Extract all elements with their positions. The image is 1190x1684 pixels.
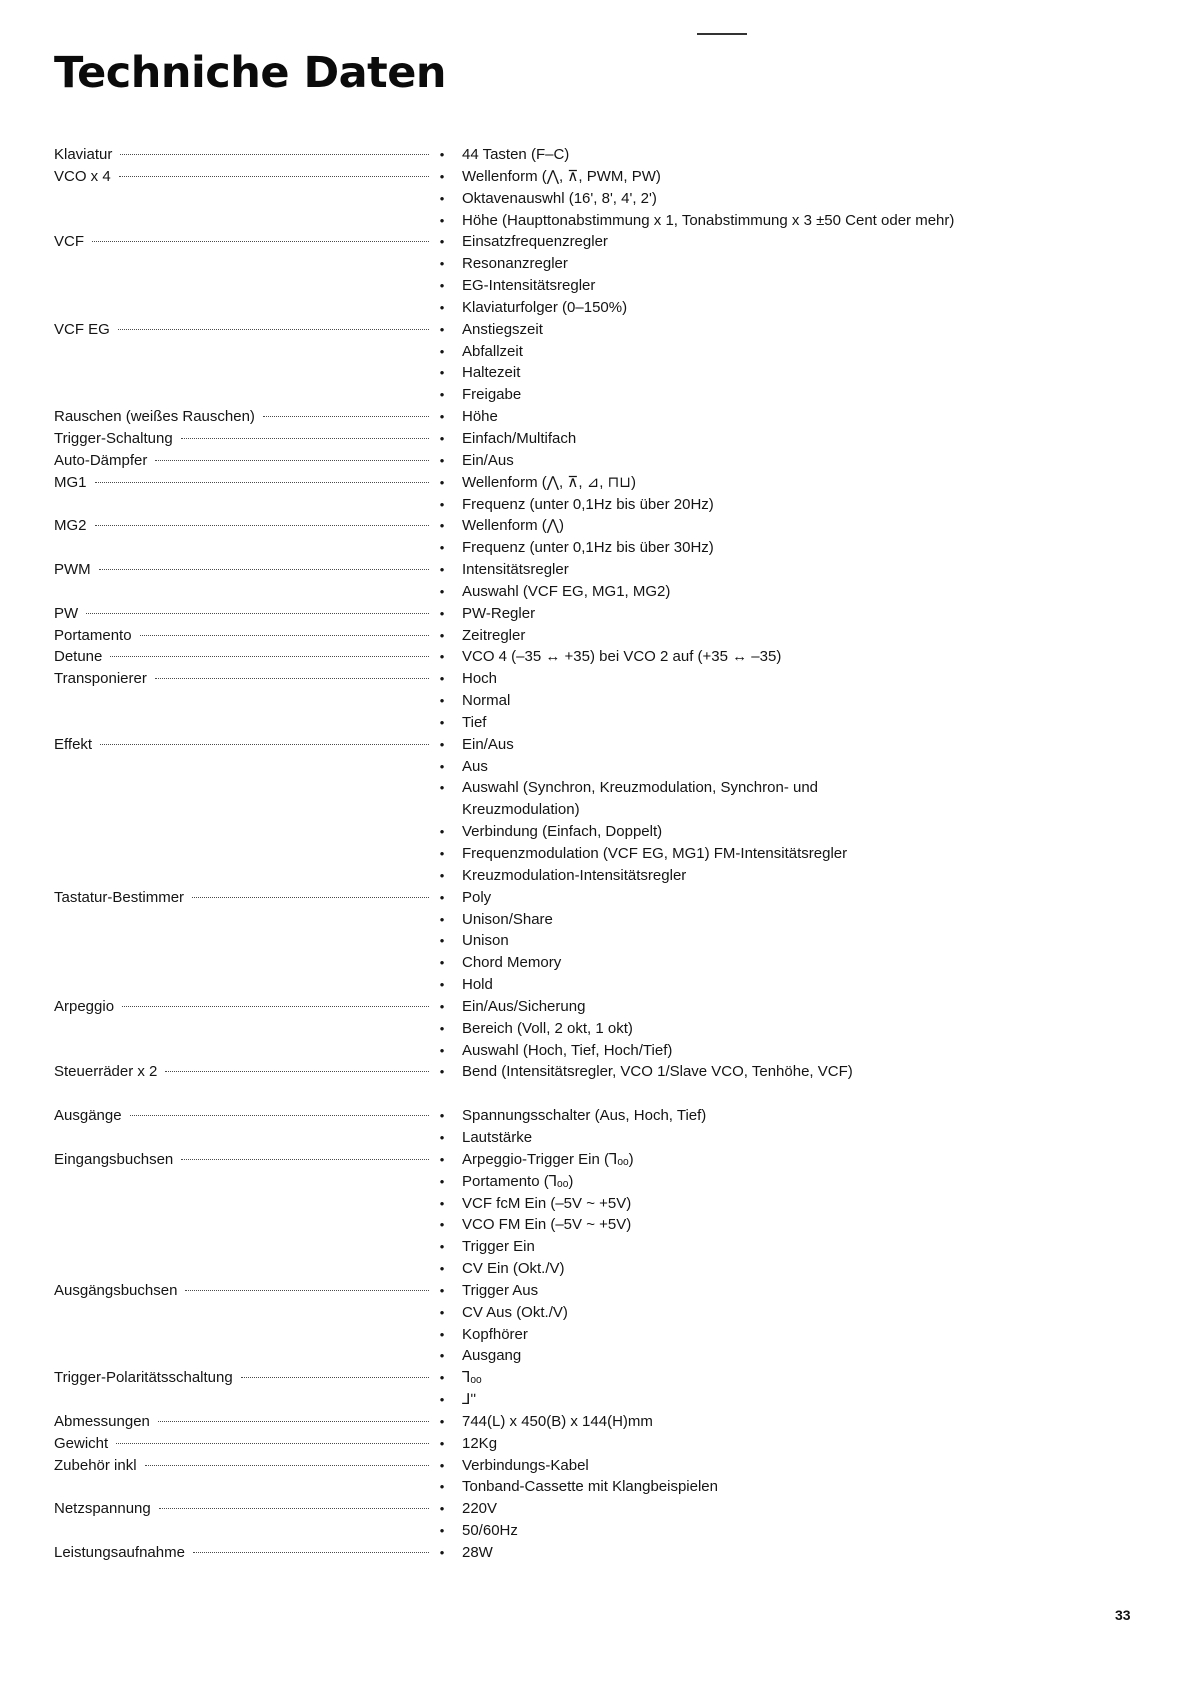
spec-label — [54, 472, 429, 494]
spec-row — [54, 1214, 1164, 1236]
dotted-leader — [185, 1290, 429, 1291]
spec-label — [54, 319, 429, 341]
bullet-icon: • — [439, 1501, 445, 1517]
spec-row — [54, 712, 1164, 734]
bullet-icon: • — [439, 1195, 445, 1211]
spec-row — [54, 952, 1164, 974]
bullet-icon: • — [439, 933, 445, 949]
dotted-leader — [122, 1006, 429, 1007]
spec-row — [54, 930, 1164, 952]
spec-value: Freigabe — [462, 386, 522, 404]
bullet-icon: • — [439, 649, 445, 665]
spec-row — [54, 1236, 1164, 1258]
spec-label-text: Leistungsaufnahme — [54, 1544, 185, 1561]
spec-row — [54, 1411, 1164, 1433]
spec-value: Ein/Aus — [462, 451, 514, 469]
dotted-leader — [263, 416, 429, 417]
spec-label — [54, 450, 429, 472]
spec-list — [54, 144, 1164, 1564]
spec-value: Wellenform (⋀, ⊼, ⊿, ⊓⊔) — [462, 473, 637, 491]
spec-value: Höhe (Haupttonabstimmung x 1, Tonabstimmung x 3 ±50 Cent oder mehr) — [462, 211, 955, 229]
spec-value: Auswahl (Hoch, Tief, Hoch/Tief) — [462, 1041, 673, 1059]
spec-row — [54, 428, 1164, 450]
spec-row — [54, 1127, 1164, 1149]
spec-label — [54, 144, 429, 166]
spec-value: VCF fcM Ein (–5V ~ +5V) — [462, 1194, 632, 1212]
spec-label — [54, 734, 429, 756]
bullet-icon: • — [439, 955, 445, 971]
spec-label-text: Auto-Dämpfer — [54, 451, 148, 469]
spec-row — [54, 1433, 1164, 1455]
dotted-leader — [116, 1443, 429, 1444]
spec-row — [54, 1498, 1164, 1520]
spec-value: Kreuzmodulation-Intensitätsregler — [462, 866, 687, 884]
dotted-leader — [95, 525, 429, 526]
bullet-icon: • — [439, 1108, 445, 1124]
dotted-leader — [158, 1421, 429, 1422]
bullet-icon: • — [439, 583, 445, 599]
spec-value: Tief — [462, 713, 487, 731]
spec-value: Einfach/Multifach — [462, 429, 577, 447]
dotted-leader — [155, 678, 429, 679]
spec-label — [54, 887, 429, 909]
bullet-icon: • — [439, 1457, 445, 1473]
spec-value: EG-Intensitätsregler — [462, 277, 596, 295]
spec-row — [54, 887, 1164, 909]
spec-label — [54, 428, 429, 450]
spec-label-text: VCF — [54, 233, 84, 251]
spec-row — [54, 559, 1164, 581]
bullet-icon: • — [439, 299, 445, 315]
bullet-icon: • — [439, 256, 445, 272]
spec-value: 744(L) x 450(B) x 144(H)mm — [462, 1412, 653, 1430]
spec-value: Haltezeit — [462, 364, 521, 382]
spec-value: Verbindungs-Kabel — [462, 1456, 589, 1474]
bullet-icon: • — [439, 846, 445, 861]
spec-label — [54, 559, 429, 581]
spec-value: Ein/Aus/Sicherung — [462, 997, 586, 1015]
dotted-leader — [145, 1465, 429, 1466]
bullet-icon: • — [439, 1545, 445, 1560]
spec-row — [54, 1280, 1164, 1302]
spec-row — [54, 231, 1164, 253]
bullet-icon: • — [439, 1523, 445, 1539]
spec-row — [54, 275, 1164, 297]
spec-value: Kopfhörer — [462, 1325, 528, 1343]
spec-value: Frequenz (unter 0,1Hz bis über 20Hz) — [462, 495, 714, 513]
spec-label — [54, 1149, 429, 1171]
dotted-leader — [181, 438, 429, 439]
spec-label — [54, 406, 429, 428]
spec-label — [54, 515, 429, 537]
spec-row — [54, 406, 1164, 428]
bullet-icon: • — [439, 671, 445, 687]
spec-value: Wellenform (⋀, ⊼, PWM, PW) — [462, 167, 661, 185]
bullet-icon: • — [439, 343, 445, 359]
spec-label — [54, 1433, 429, 1455]
spec-row — [54, 777, 1164, 821]
bullet-icon: • — [439, 190, 445, 206]
spec-value: VCO FM Ein (–5V ~ +5V) — [462, 1216, 632, 1234]
spec-row — [54, 1061, 1164, 1105]
spec-value: Verbindung (Einfach, Doppelt) — [462, 823, 663, 841]
spec-label-text: MG1 — [54, 473, 87, 491]
spec-value: PW-Regler — [462, 604, 536, 622]
bullet-icon: • — [439, 474, 445, 490]
spec-label-text: Tastatur-Bestimmer — [54, 888, 185, 906]
bullet-icon: • — [439, 1020, 445, 1036]
spec-label — [54, 1498, 429, 1520]
spec-value: 28W — [462, 1544, 493, 1561]
bullet-icon: • — [439, 518, 445, 534]
spec-label — [54, 1367, 429, 1389]
spec-value: 12Kg — [462, 1434, 498, 1452]
bullet-icon: • — [439, 605, 445, 621]
bullet-icon: • — [439, 1261, 445, 1277]
bullet-icon: • — [439, 430, 445, 446]
spec-label-text: MG2 — [54, 517, 87, 535]
bullet-icon: • — [439, 1304, 445, 1320]
spec-label — [54, 1105, 429, 1127]
spec-label-text: Steuerräder x 2 — [54, 1063, 158, 1081]
spec-row — [54, 166, 1164, 188]
spec-row — [54, 1324, 1164, 1346]
spec-row — [54, 253, 1164, 275]
bullet-icon: • — [439, 234, 445, 250]
dotted-leader — [110, 656, 429, 657]
spec-row — [54, 297, 1164, 319]
bullet-icon: • — [439, 1239, 445, 1255]
spec-row — [54, 1389, 1164, 1411]
spec-value: Trigger Aus — [462, 1281, 539, 1299]
bullet-icon: • — [439, 1326, 445, 1342]
bullet-icon: • — [439, 147, 445, 162]
bullet-icon: • — [439, 977, 445, 993]
spec-row — [54, 690, 1164, 712]
spec-row — [54, 450, 1164, 472]
bullet-icon: • — [439, 1217, 445, 1233]
dotted-leader — [241, 1377, 429, 1378]
spec-label-text: Rauschen (weißes Rauschen) — [54, 408, 255, 426]
spec-row — [54, 1476, 1164, 1498]
spec-value: Höhe — [462, 408, 498, 426]
dotted-leader — [155, 460, 429, 461]
bullet-icon: • — [439, 1348, 445, 1364]
bullet-icon: • — [439, 562, 445, 578]
spec-row — [54, 1018, 1164, 1040]
bullet-icon: • — [439, 365, 445, 381]
spec-row — [54, 1040, 1164, 1062]
spec-value: CV Ein (Okt./V) — [462, 1260, 565, 1278]
spec-row — [54, 843, 1164, 865]
spec-label-text: Zubehör inkl — [54, 1456, 137, 1474]
spec-row — [54, 756, 1164, 778]
spec-row — [54, 1171, 1164, 1193]
spec-label — [54, 1061, 429, 1083]
spec-label-text: Abmessungen — [54, 1412, 150, 1430]
spec-row — [54, 1455, 1164, 1477]
bullet-icon: • — [439, 278, 445, 294]
bullet-icon: • — [439, 1173, 445, 1189]
spec-row — [54, 319, 1164, 341]
spec-row — [54, 1149, 1164, 1171]
spec-value: Anstiegszeit — [462, 320, 543, 338]
spec-value: ⅂ₒₒ — [462, 1369, 482, 1387]
bullet-icon: • — [439, 1042, 445, 1058]
dotted-leader — [119, 176, 429, 177]
bullet-icon: • — [439, 889, 445, 905]
spec-value: Arpeggio-Trigger Ein (⅂ₒₒ) — [462, 1150, 634, 1168]
spec-label — [54, 603, 429, 625]
spec-value: Wellenform (⋀) — [462, 517, 565, 535]
spec-value: Portamento (⅂ₒₒ) — [462, 1172, 574, 1190]
spec-value: Poly — [462, 888, 492, 906]
spec-value: Normal — [462, 692, 511, 710]
spec-value: Resonanzregler — [462, 255, 568, 273]
spec-value: Zeitregler — [462, 626, 526, 644]
spec-value: Hoch — [462, 670, 498, 688]
spec-label-text: VCF EG — [54, 320, 110, 338]
spec-value: Spannungsschalter (Aus, Hoch, Tief) — [462, 1107, 707, 1125]
bullet-icon: • — [439, 1479, 445, 1495]
bullet-icon: • — [439, 714, 445, 730]
spec-row — [54, 974, 1164, 996]
bullet-icon: • — [439, 452, 445, 468]
spec-value: Tonband-Cassette mit Klangbeispielen — [462, 1478, 718, 1496]
spec-value: Ausgang — [462, 1347, 522, 1365]
spec-value: Unison — [462, 932, 509, 950]
spec-value: Ein/Aus — [462, 735, 514, 753]
spec-label — [54, 231, 429, 253]
spec-row — [54, 734, 1164, 756]
bullet-icon: • — [439, 1151, 445, 1167]
dotted-leader — [165, 1071, 429, 1072]
spec-label-text: Eingangsbuchsen — [54, 1150, 174, 1168]
bullet-icon: • — [439, 758, 445, 774]
spec-label-text: VCO x 4 — [54, 167, 111, 185]
dotted-leader — [86, 613, 429, 614]
spec-value: Hold — [462, 976, 493, 994]
spec-row — [54, 384, 1164, 406]
spec-value: Auswahl (VCF EG, MG1, MG2) — [462, 582, 671, 600]
dotted-leader — [100, 744, 429, 745]
spec-label-text: Ausgängsbuchsen — [54, 1281, 178, 1299]
spec-value: Bereich (Voll, 2 okt, 1 okt) — [462, 1019, 633, 1037]
spec-label — [54, 625, 429, 647]
bullet-icon: • — [439, 1392, 445, 1408]
spec-row — [54, 1542, 1164, 1564]
spec-value: Aus — [462, 757, 488, 775]
spec-label-text: Ausgänge — [54, 1107, 122, 1125]
bullet-icon: • — [439, 1129, 445, 1145]
spec-row — [54, 472, 1164, 494]
dotted-leader — [192, 897, 429, 898]
dotted-leader — [99, 569, 429, 570]
spec-row — [54, 1520, 1164, 1542]
dotted-leader — [118, 329, 429, 330]
spec-label — [54, 1455, 429, 1477]
bullet-icon: • — [439, 867, 445, 883]
spec-row — [54, 909, 1164, 931]
spec-value: Lautstärke — [462, 1128, 533, 1146]
spec-label — [54, 646, 429, 668]
spec-value: Intensitätsregler — [462, 561, 569, 579]
bullet-icon: • — [439, 998, 445, 1014]
spec-row — [54, 515, 1164, 537]
bullet-icon: • — [439, 824, 445, 840]
spec-row — [54, 865, 1164, 887]
dotted-leader — [130, 1115, 429, 1116]
spec-label-text: PW — [54, 604, 79, 622]
bullet-icon: • — [439, 1413, 445, 1429]
spec-label — [54, 668, 429, 690]
spec-value: Auswahl (Synchron, Kreuzmodulation, Synchron- und Kreuzmodulation) — [462, 779, 819, 819]
spec-value: Frequenz (unter 0,1Hz bis über 30Hz) — [462, 539, 714, 557]
dotted-leader — [120, 154, 429, 155]
spec-row — [54, 188, 1164, 210]
spec-label-text: Transponierer — [54, 670, 147, 688]
dotted-leader — [95, 482, 429, 483]
spec-label-text: PWM — [54, 561, 91, 579]
bullet-icon: • — [439, 911, 445, 927]
spec-row — [54, 1302, 1164, 1324]
spec-row — [54, 362, 1164, 384]
dotted-leader — [193, 1552, 429, 1553]
bullet-icon: • — [439, 693, 445, 709]
dotted-leader — [181, 1159, 429, 1160]
spec-row — [54, 537, 1164, 559]
bullet-icon: • — [439, 1064, 445, 1080]
spec-value: Frequenzmodulation (VCF EG, MG1) FM-Intensitätsregler — [462, 845, 848, 862]
spec-value: ⅃ʹʹ — [462, 1391, 477, 1409]
spec-row — [54, 1193, 1164, 1215]
spec-row — [54, 494, 1164, 516]
spec-label-text: Trigger-Schaltung — [54, 429, 173, 447]
spec-row — [54, 1105, 1164, 1127]
spec-row — [54, 996, 1164, 1018]
spec-value: Unison/Share — [462, 910, 553, 928]
spec-label-text: Effekt — [54, 735, 93, 753]
spec-value: Klaviaturfolger (0–150%) — [462, 298, 628, 316]
spec-label-text: Klaviatur — [54, 146, 113, 163]
bullet-icon: • — [439, 627, 445, 643]
bullet-icon: • — [439, 168, 445, 184]
page-title: Techniche Daten — [54, 48, 447, 98]
bullet-icon: • — [439, 496, 445, 512]
spec-row — [54, 1258, 1164, 1280]
bullet-icon: • — [439, 1282, 445, 1298]
spec-value: 50/60Hz — [462, 1522, 518, 1540]
page-number: 33 — [1115, 1607, 1131, 1623]
spec-label — [54, 1411, 429, 1433]
bullet-icon: • — [439, 540, 445, 556]
spec-value: Abfallzeit — [462, 342, 523, 360]
dotted-leader — [92, 241, 429, 242]
spec-label — [54, 996, 429, 1018]
spec-label-text: Netzspannung — [54, 1500, 151, 1518]
bullet-icon: • — [439, 409, 445, 425]
bullet-icon: • — [439, 387, 445, 403]
dotted-leader — [159, 1508, 429, 1509]
spec-row — [54, 603, 1164, 625]
spec-label-text: Detune — [54, 648, 103, 666]
dotted-leader — [140, 635, 429, 636]
spec-label — [54, 1542, 429, 1564]
spec-label-text: Portamento — [54, 626, 132, 644]
spec-value: VCO 4 (–35 ↔ +35) bei VCO 2 auf (+35 ↔ –35) — [462, 648, 782, 666]
top-rule — [697, 33, 747, 35]
spec-value: 44 Tasten (F–C) — [462, 146, 570, 163]
bullet-icon: • — [439, 1435, 445, 1451]
spec-row — [54, 341, 1164, 363]
spec-value: Bend (Intensitätsregler, VCO 1/Slave VCO, Tenhöhe, VCF) — [462, 1063, 853, 1081]
bullet-icon: • — [439, 1370, 445, 1386]
spec-row — [54, 1367, 1164, 1389]
spec-value: CV Aus (Okt./V) — [462, 1303, 568, 1321]
spec-label-text: Trigger-Polaritätsschaltung — [54, 1369, 233, 1387]
spec-row — [54, 581, 1164, 603]
spec-row — [54, 821, 1164, 843]
spec-row — [54, 646, 1164, 668]
bullet-icon: • — [439, 212, 445, 228]
spec-label — [54, 1280, 429, 1302]
spec-value: Oktavenauswhl (16', 8', 4', 2') — [462, 189, 657, 207]
spec-label-text: Arpeggio — [54, 997, 115, 1015]
spec-row — [54, 625, 1164, 647]
bullet-icon: • — [439, 780, 445, 796]
spec-value: Trigger Ein — [462, 1238, 535, 1256]
spec-value: 220V — [462, 1500, 498, 1518]
bullet-icon: • — [439, 321, 445, 337]
spec-row — [54, 1345, 1164, 1367]
spec-label-text: Gewicht — [54, 1434, 109, 1452]
spec-value: Einsatzfrequenzregler — [462, 233, 608, 251]
spec-row — [54, 144, 1164, 166]
spec-value: Chord Memory — [462, 954, 562, 972]
spec-label — [54, 166, 429, 188]
spec-row — [54, 668, 1164, 690]
spec-row — [54, 210, 1164, 232]
bullet-icon: • — [439, 736, 445, 752]
